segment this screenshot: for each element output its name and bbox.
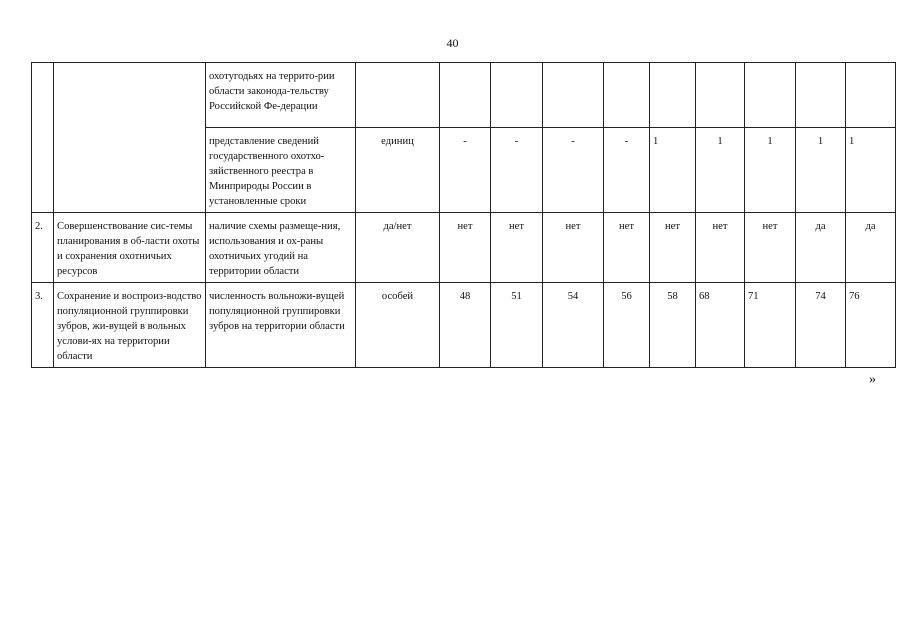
goal-cell: [54, 63, 206, 213]
value-cell: [604, 63, 650, 128]
value-cell: 1: [696, 128, 745, 213]
unit-cell: особей: [356, 283, 440, 368]
value-cell: 1: [796, 128, 846, 213]
value-cell: -: [491, 128, 543, 213]
value-cell: [491, 63, 543, 128]
value-cell: [696, 63, 745, 128]
value-cell: нет: [440, 213, 491, 283]
goal-cell: Совершенствование сис-темы планирования в об-ласти охоты и сохранения охотничьих ресурсов: [54, 213, 206, 283]
indicator-cell: представление сведений государственного охотхо-зяйственного реестра в Минприроды России в установленные сроки: [206, 128, 356, 213]
value-cell: [745, 63, 796, 128]
value-cell: 68: [696, 283, 745, 368]
value-cell: [440, 63, 491, 128]
value-cell: 54: [543, 283, 604, 368]
value-cell: 48: [440, 283, 491, 368]
table-row: [32, 283, 896, 368]
value-cell: [846, 63, 896, 128]
value-cell: да: [846, 213, 896, 283]
value-cell: нет: [745, 213, 796, 283]
value-cell: 1: [846, 128, 896, 213]
row-number: 2.: [32, 213, 54, 283]
page-number: 40: [446, 36, 459, 50]
value-cell: 76: [846, 283, 896, 368]
value-cell: [543, 63, 604, 128]
indicator-cell: наличие схемы размеще-ния, использования и ох-раны охотничьих угодий на территории области: [206, 213, 356, 283]
row-number: [32, 63, 54, 213]
value-cell: 71: [745, 283, 796, 368]
value-cell: 58: [650, 283, 696, 368]
value-cell: 56: [604, 283, 650, 368]
closing-quote-mark: »: [869, 372, 876, 387]
value-cell: 1: [650, 128, 696, 213]
value-cell: -: [543, 128, 604, 213]
value-cell: нет: [650, 213, 696, 283]
value-cell: [650, 63, 696, 128]
value-cell: [796, 63, 846, 128]
value-cell: -: [604, 128, 650, 213]
indicators-table: [31, 62, 896, 368]
value-cell: 51: [491, 283, 543, 368]
value-cell: нет: [543, 213, 604, 283]
value-cell: -: [440, 128, 491, 213]
value-cell: нет: [491, 213, 543, 283]
value-cell: нет: [604, 213, 650, 283]
indicator-cell: охотугодьях на террито-рии области законода-тельству Российской Фе-дерации: [206, 63, 356, 128]
value-cell: да: [796, 213, 846, 283]
value-cell: 74: [796, 283, 846, 368]
unit-cell: да/нет: [356, 213, 440, 283]
row-number: 3.: [32, 283, 54, 368]
unit-cell: единиц: [356, 128, 440, 213]
table-row: [32, 213, 896, 283]
value-cell: нет: [696, 213, 745, 283]
value-cell: 1: [745, 128, 796, 213]
table-row: [32, 63, 896, 128]
goal-cell: Сохранение и воспроиз-водство популяционной группировки зубров, жи-вущей в вольных услови-ях на территории области: [54, 283, 206, 368]
unit-cell: [356, 63, 440, 128]
indicator-cell: численность вольножи-вущей популяционной группировки зубров на территории области: [206, 283, 356, 368]
